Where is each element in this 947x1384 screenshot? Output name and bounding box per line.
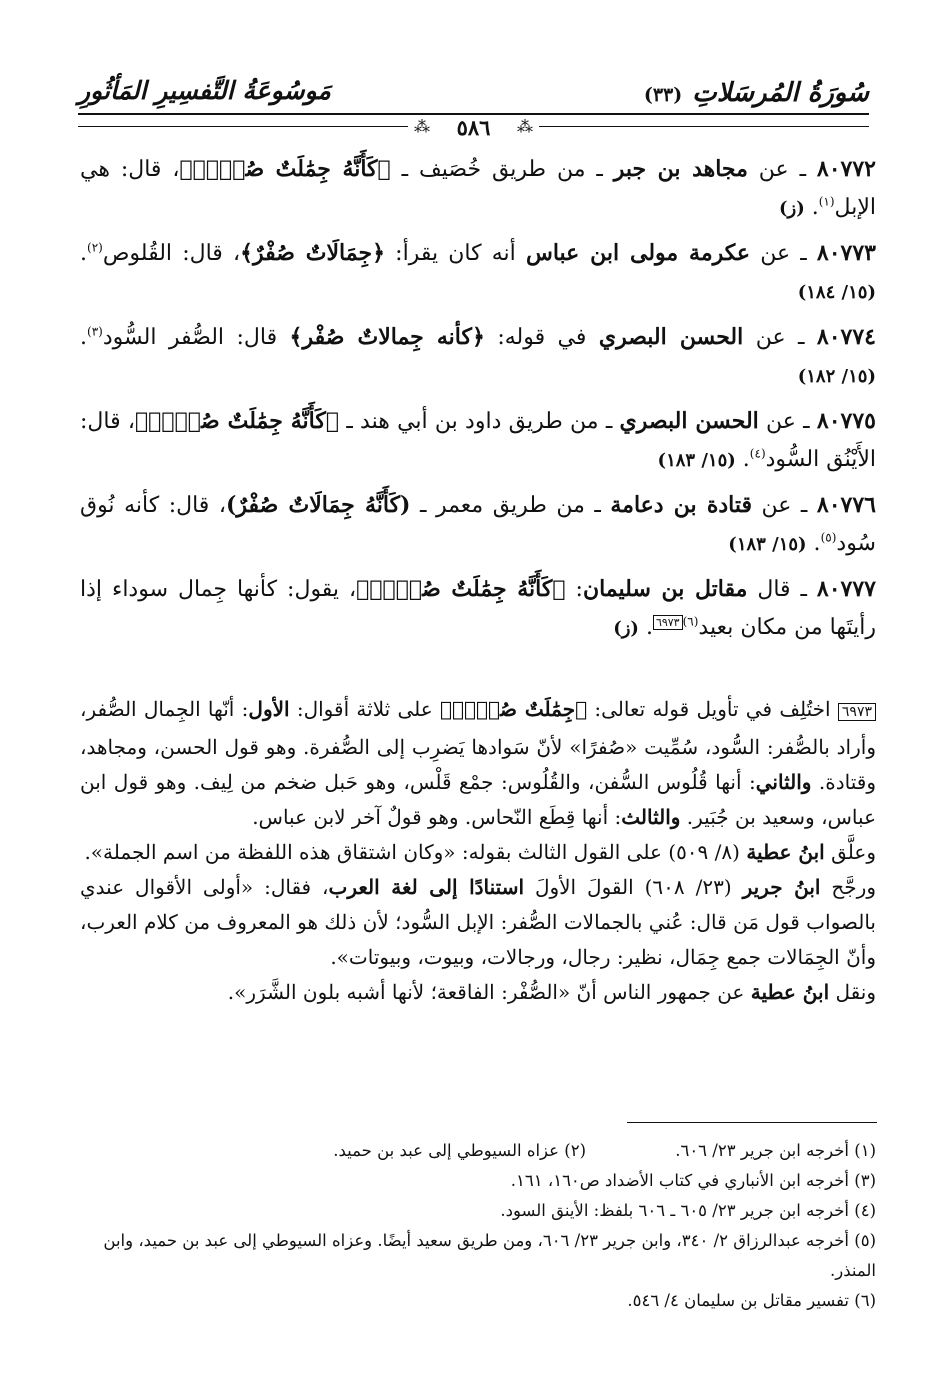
text: . <box>806 531 821 556</box>
text: : أنها قُلُوس السُّفن، والقُلُوس: جمْع قَلْس، وهو حَبل ضخم من لِيف. وهو قول ابن عباس، وسعيد بن جُبَير. <box>80 770 876 829</box>
narration <box>80 486 876 564</box>
quran-quote: ﴿جِمَٰلَتٌ صُفۡرٞ﴾ <box>440 697 588 721</box>
narration-number: ٨٠٧٧٤ <box>816 324 876 350</box>
footnote: (٥) أخرجه عبدالرزاق ٢/ ٣٤٠، وابن جرير ٢٣/ ٦٠٦، ومن طريق سعيد أيضًا. وعزاه السيوطي إلى عبد بن حميد، وابن المنذر. <box>103 1231 876 1280</box>
text: ـ عن <box>747 157 817 182</box>
narration-number: ٨٠٧٧٧ <box>816 576 876 602</box>
book-title: مَوسُوعَةُ التَّفسِيرِ المَأثُورِ <box>78 76 331 105</box>
narrations <box>80 150 876 654</box>
commentary-paragraph <box>80 870 876 975</box>
divider-line <box>78 126 408 127</box>
narration-number: ٨٠٧٧٥ <box>816 408 876 434</box>
volume-ref: (١٥/ ١٨٤) <box>797 282 876 303</box>
opinion-label: الأول <box>248 697 290 721</box>
commentary-paragraph <box>80 835 876 870</box>
ornament-icon: ⁂ <box>414 117 430 136</box>
page-header <box>78 72 869 140</box>
quran-quote: ﴿جِمَالَاتٌ صُفْرٌ﴾ <box>240 240 385 266</box>
text: . <box>638 615 653 640</box>
narration <box>80 234 876 312</box>
text: : أنّها الجِمال الصُّفر، وأراد بالصُّفر: السُّود، سُمِّيت «صُفرًا» لأنّ سَوادها يَضرِب إلى الصُّفرة. وهو قول الحسن، ومجاهد، وقتادة. <box>80 697 877 794</box>
footnote-ref[interactable]: (٤) <box>749 446 766 461</box>
commentary-ref[interactable]: ٦٩٧٣ <box>653 615 683 630</box>
text: . <box>804 195 819 220</box>
text: (٢٣/ ٦٠٨) القولَ الأولَ <box>524 875 743 899</box>
surah-number: (٣٣) <box>643 84 683 106</box>
narrator: مقاتل بن سليمان <box>582 576 748 602</box>
text: ـ من طريق داود بن أبي هند ـ <box>339 409 620 434</box>
footnote-ref[interactable]: (٣) <box>87 324 103 339</box>
footnote-divider <box>627 1122 877 1123</box>
text: ـ عن <box>750 241 817 266</box>
ornament-icon: ⁂ <box>517 117 533 136</box>
volume-ref: (١٥/ ١٨٢) <box>797 366 876 387</box>
text: ، فقال: «أولى الأقوال عندي بالصواب قول مَن قال: عُني بالجمالات الصُّفر: الإبل السُّود؛ لأن ذلك هو المعروف من كلام العرب، وأنّ الجِمَالات جمع جِمَال، نظير: رجال، ورجالات، وبيوت، وبيوتات». <box>80 875 876 969</box>
text: ، يقول: كأنها جِمال سوداء إذا رأيتَها من مكان بعيد <box>80 577 876 640</box>
narration <box>80 402 876 480</box>
narrator: عكرمة مولى ابن عباس <box>525 240 751 266</box>
text: : <box>565 577 583 602</box>
text: ، قال: كأنه نُوق سُود <box>80 493 876 556</box>
surah-title: سُورَةُ المُرسَلاتِ <box>692 78 869 108</box>
footnote: (٢) عزاه السيوطي إلى عبد بن حميد. <box>333 1141 586 1160</box>
footnote-ref[interactable]: (٥) <box>820 530 837 545</box>
narration-number: ٨٠٧٧٣ <box>816 240 876 266</box>
text: ـ من طريق خُصَيف ـ <box>390 157 614 182</box>
quran-quote: ﴿كَأَنَّهُ جِمَٰلَتٌ صُفۡرٞ﴾ <box>356 576 566 602</box>
text: ، قال: القُلوص <box>102 241 241 266</box>
volume-ref: (١٥/ ١٨٣) <box>728 534 807 555</box>
text: عن جمهور الناس أنّ «الصُّفْر: الفاقعة؛ لأنها أشبه بلون الشَّرَر». <box>227 980 751 1004</box>
opinion-label: والثاني <box>755 770 812 794</box>
volume-ref: (ز) <box>778 198 805 219</box>
text: قال: الصُّفر السُّود <box>102 325 290 350</box>
commentary-paragraph <box>80 975 876 1010</box>
text: على ثلاثة أقوال: <box>289 697 441 721</box>
scholar-name: ابنُ جرير <box>742 875 821 899</box>
footnote: (٦) تفسير مقاتل بن سليمان ٤/ ٥٤٦. <box>627 1291 876 1310</box>
commentary-number: ٦٩٧٣ <box>838 703 876 721</box>
volume-ref: (١٥/ ١٨٣) <box>657 450 736 471</box>
narrator: الحسن البصري <box>598 324 744 350</box>
narrator: قتادة بن دعامة <box>610 492 753 518</box>
footnote: (٤) أخرجه ابن جرير ٢٣/ ٦٠٥ ـ ٦٠٦ بلفظ: الأينق السود. <box>500 1201 876 1220</box>
text: ، قال: الأَيْنُق السُّود <box>80 409 876 472</box>
page-number: ٥٨٦ <box>456 115 491 140</box>
narrator: مجاهد بن جبر <box>613 156 748 182</box>
text: ـ عن <box>758 409 817 434</box>
narrator: الحسن البصري <box>619 408 759 434</box>
surah-header <box>644 78 869 108</box>
text: . <box>80 325 87 350</box>
quran-quote: (كَأَنَّهُ جِمَالَاتٌ صُفْرٌ) <box>225 492 411 518</box>
text: ورجَّح <box>820 875 876 899</box>
footnote-ref[interactable]: (٦) <box>682 614 699 629</box>
text: . <box>80 241 87 266</box>
narration-number: ٨٠٧٧٦ <box>816 492 876 518</box>
footnote-ref[interactable]: (١) <box>818 194 835 209</box>
text: ـ عن <box>743 325 817 350</box>
scholar-name: ابنُ عطية <box>750 980 830 1004</box>
emphasis: استنادًا إلى لغة العرب <box>328 875 525 899</box>
page-number-row <box>78 115 869 140</box>
quran-quote: ﴿كَأَنَّهُ جِمَٰلَتٌ صُفۡرٞ﴾ <box>179 156 391 182</box>
quran-quote: ﴿كأنه جِمالاتٌ صُفْر﴾ <box>289 324 485 350</box>
text: . <box>735 447 750 472</box>
opinion-label: والثالث <box>621 805 681 829</box>
text: ـ قال <box>747 577 817 602</box>
text: ونقل <box>829 980 876 1004</box>
footnote-ref[interactable]: (٢) <box>87 240 103 255</box>
text: في قوله: <box>484 325 599 350</box>
footnote: (١) أخرجه ابن جرير ٢٣/ ٦٠٦. <box>675 1141 876 1160</box>
narration <box>80 570 876 648</box>
narration <box>80 150 876 228</box>
quran-quote: ﴿كَأَنَّهُ جِمَٰلَتٌ صُفۡرٞ﴾ <box>134 408 340 434</box>
text: ـ عن <box>752 493 817 518</box>
text: أنه كان يقرأ: <box>384 241 526 266</box>
narration <box>80 318 876 396</box>
footnotes <box>80 1136 876 1316</box>
scholar-name: ابنُ عطية <box>746 840 825 864</box>
text: ـ من طريق معمر ـ <box>410 493 611 518</box>
footnote: (٣) أخرجه ابن الأنباري في كتاب الأضداد ص١٦٠، ١٦١. <box>510 1171 876 1190</box>
volume-ref: (ز) <box>613 618 639 639</box>
text: ، قال: هي الإبل <box>80 157 876 220</box>
text: وعلَّق <box>824 840 876 864</box>
text: (٨/ ٥٠٩) على القول الثالث بقوله: «وكان اشتقاق هذه اللفظة من اسم الجملة». <box>84 840 747 864</box>
narration-number: ٨٠٧٧٢ <box>816 156 876 182</box>
text: اختُلِف في تأويل قوله تعالى: <box>587 697 838 721</box>
commentary-paragraph <box>80 692 876 835</box>
text: : أنها قِطَع النّحاس. وهو قولٌ آخر لابن عباس. <box>252 805 622 829</box>
commentary <box>80 692 876 1010</box>
footnote-row <box>80 1136 876 1166</box>
